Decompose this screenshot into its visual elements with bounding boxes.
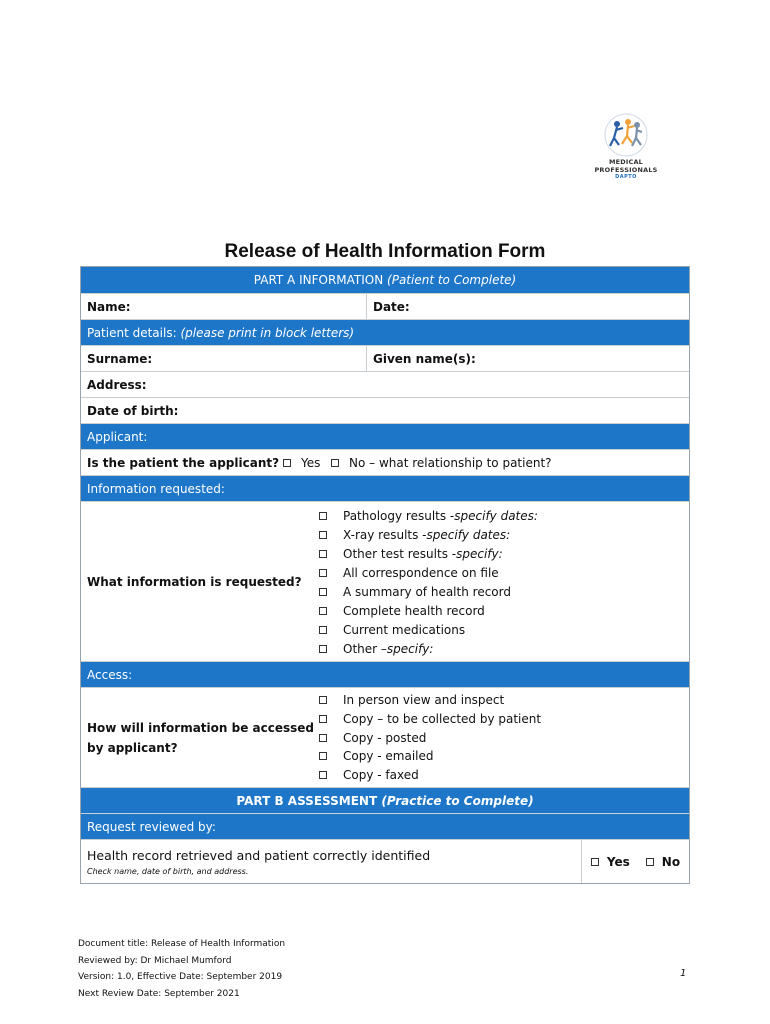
- info-option: [319, 564, 538, 583]
- info-option-checkbox[interactable]: [319, 550, 327, 558]
- patient-details-label: Patient details:: [87, 325, 177, 340]
- info-requested-header: [81, 475, 689, 501]
- access-option: [319, 747, 541, 766]
- access-option: [319, 765, 541, 784]
- info-requested-row: [81, 501, 689, 661]
- info-option-checkbox[interactable]: [319, 607, 327, 615]
- date-field[interactable]: [367, 294, 416, 319]
- info-option: [319, 545, 538, 564]
- access-question: [81, 688, 320, 787]
- surname-given-row: [81, 345, 689, 371]
- review-choices: [581, 840, 689, 883]
- access-heading: Access:: [87, 667, 133, 682]
- info-option: [319, 639, 538, 658]
- part-b-header: [81, 787, 689, 813]
- applicant-yes-checkbox[interactable]: [283, 459, 291, 467]
- access-option: [319, 691, 541, 710]
- info-option-text: Current medications: [343, 622, 466, 637]
- info-option: [319, 601, 538, 620]
- info-option-text: Other test results -: [343, 547, 457, 562]
- patient-details-note: (please print in block letters): [180, 325, 355, 340]
- access-option-checkbox[interactable]: [319, 715, 327, 723]
- applicant-no-checkbox[interactable]: [331, 459, 339, 467]
- info-option-checkbox[interactable]: [319, 588, 327, 596]
- part-b-label: PART B ASSESSMENT: [236, 793, 378, 808]
- info-option-text: All correspondence on file: [343, 566, 499, 581]
- surname-field[interactable]: [81, 346, 367, 371]
- review-hint: Check name, date of birth, and address.: [87, 866, 249, 876]
- info-option-checkbox[interactable]: [319, 645, 327, 653]
- applicant-question: Is the patient the applicant?: [87, 455, 280, 470]
- info-option-note: specify:: [456, 547, 503, 562]
- info-option-checkbox[interactable]: [319, 512, 327, 520]
- info-option-text: X-ray results -: [343, 528, 427, 543]
- info-option: [319, 526, 538, 545]
- access-question-line: How will information be accessed: [87, 720, 314, 735]
- access-question-line: by applicant?: [87, 740, 178, 755]
- info-option-text: Complete health record: [343, 603, 485, 618]
- applicant-header: [81, 423, 689, 449]
- part-a-note: (Patient to Complete): [387, 273, 517, 287]
- document-footer: [78, 936, 285, 1002]
- access-option-checkbox[interactable]: [319, 696, 327, 704]
- part-b-note: (Practice to Complete): [381, 793, 534, 808]
- name-field[interactable]: [81, 294, 367, 319]
- logo-line-1: MEDICAL: [608, 158, 644, 166]
- dob-row: [81, 397, 689, 423]
- given-name-label: Given name(s):: [373, 351, 476, 366]
- access-option-text: In person view and inspect: [343, 693, 505, 708]
- address-label: Address:: [87, 377, 147, 392]
- surname-label: Surname:: [87, 351, 153, 366]
- logo-line-3: DAPTO: [615, 174, 637, 180]
- part-a-header: [81, 267, 689, 293]
- info-option-checkbox[interactable]: [319, 531, 327, 539]
- footer-reviewer: Reviewed by: Dr Michael Mumford: [78, 955, 232, 966]
- logo-line-2: PROFESSIONALS: [594, 166, 658, 174]
- info-option-note: specify:: [386, 641, 434, 656]
- review-statement: Health record retrieved and patient correctly identified: [87, 847, 431, 863]
- health-info-form: [80, 266, 690, 884]
- access-option-checkbox[interactable]: [319, 752, 327, 760]
- access-row: [81, 687, 689, 787]
- applicant-heading: Applicant:: [87, 429, 148, 444]
- access-option-checkbox[interactable]: [319, 734, 327, 742]
- review-row: [81, 839, 689, 883]
- info-option-checkbox[interactable]: [319, 626, 327, 634]
- info-option-text: Other –: [343, 641, 387, 656]
- page-number: 1: [680, 968, 687, 979]
- address-row: [81, 371, 689, 397]
- info-option: [319, 620, 538, 639]
- date-label: Date:: [373, 299, 410, 314]
- review-no-checkbox[interactable]: [646, 858, 654, 866]
- access-header: [81, 661, 689, 687]
- info-option-text: A summary of health record: [343, 584, 511, 599]
- practice-logo: [592, 112, 660, 181]
- part-a-label: PART A INFORMATION: [253, 273, 384, 287]
- access-option: [319, 728, 541, 747]
- info-option: [319, 583, 538, 602]
- name-date-row: [81, 293, 689, 319]
- info-requested-heading: Information requested:: [87, 481, 225, 496]
- access-option-text: Copy - posted: [343, 730, 427, 745]
- applicant-no-label: No – what relationship to patient?: [349, 455, 552, 470]
- info-option: [319, 507, 538, 526]
- form-title: Release of Health Information Form: [224, 241, 546, 262]
- footer-title: Document title: Release of Health Information: [78, 939, 286, 949]
- review-no-label: No: [661, 854, 681, 869]
- dob-field[interactable]: [81, 398, 184, 423]
- review-header: [81, 813, 689, 839]
- access-option-text: Copy - emailed: [343, 749, 434, 764]
- access-option: [319, 710, 541, 729]
- patient-details-header: [81, 319, 689, 345]
- info-option-note: specify dates:: [454, 509, 538, 524]
- address-field[interactable]: [81, 372, 153, 397]
- footer-next-review: Next Review Date: September 2021: [78, 988, 240, 999]
- review-heading: Request reviewed by:: [87, 819, 216, 834]
- applicant-yes-label: Yes: [301, 455, 321, 470]
- footer-version: Version: 1.0, Effective Date: September 2019: [78, 972, 283, 982]
- info-option-text: Pathology results -: [343, 509, 455, 524]
- logo-figures-icon: [601, 112, 651, 158]
- given-name-field[interactable]: [367, 346, 482, 371]
- info-option-checkbox[interactable]: [319, 569, 327, 577]
- access-option-checkbox[interactable]: [319, 771, 327, 779]
- info-question: What information is requested?: [87, 574, 302, 589]
- info-option-note: specify dates:: [426, 528, 511, 543]
- review-yes-checkbox[interactable]: [591, 858, 599, 866]
- review-yes-label: Yes: [606, 854, 630, 869]
- access-option-text: Copy – to be collected by patient: [343, 711, 542, 726]
- dob-label: Date of birth:: [87, 403, 179, 418]
- access-option-text: Copy - faxed: [343, 767, 419, 782]
- name-label: Name:: [87, 299, 131, 314]
- applicant-row: [81, 449, 689, 475]
